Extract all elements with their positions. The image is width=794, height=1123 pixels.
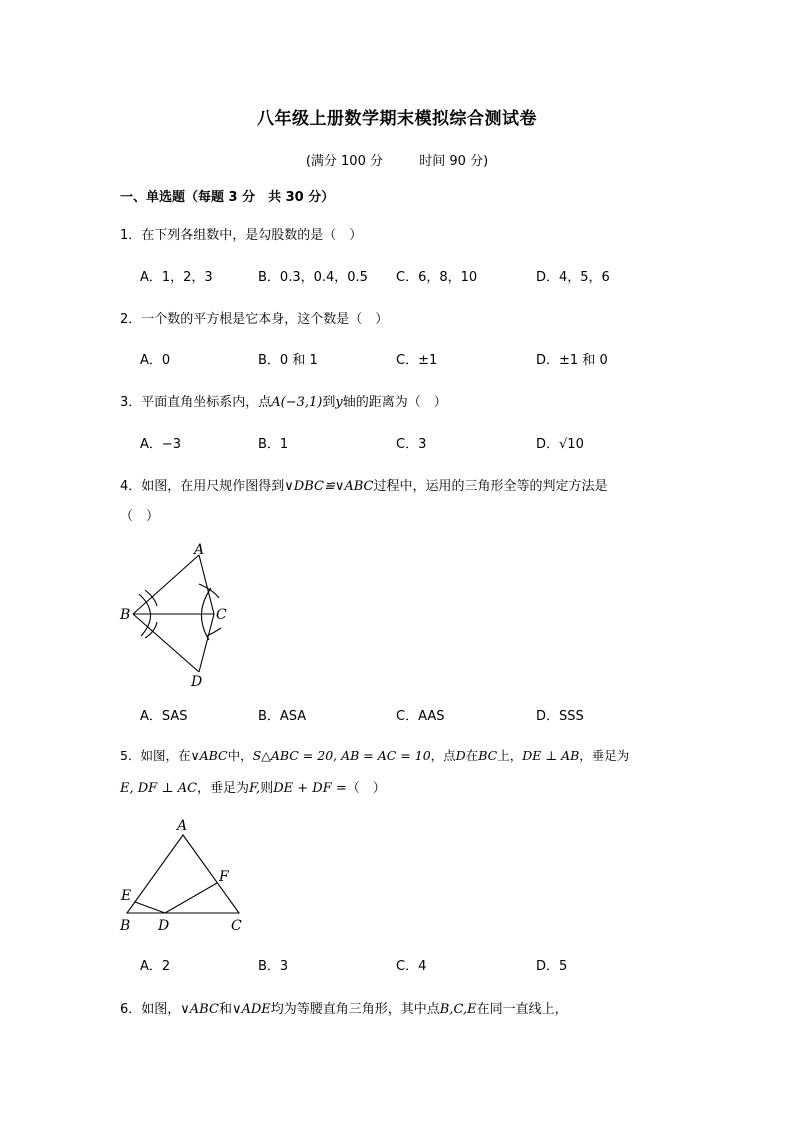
- label-a: A: [194, 542, 205, 558]
- question-4-stem: [120, 475, 608, 494]
- option-b: B．1: [258, 437, 289, 452]
- question-4-paren: （ ）: [120, 509, 160, 524]
- option-d: D．SSS: [536, 709, 584, 724]
- stem-text: 中，: [227, 748, 253, 763]
- point-d: D: [455, 748, 466, 763]
- stem-text: 均为等腰直角三角形，其中点: [270, 1002, 440, 1017]
- segment-de: [135, 902, 165, 913]
- stem-text: 过程中，运用的三角形全等的判定方法是: [373, 479, 608, 494]
- label-b: B: [120, 607, 131, 623]
- segment-bc-text: BC: [478, 748, 498, 763]
- stem-text: 4．如图，在用尺规作图得到: [120, 479, 285, 494]
- area-condition: S△ABC = 20, AB = AC = 10: [252, 748, 431, 763]
- question-6-stem: [120, 998, 568, 1017]
- stem-text: 在: [465, 748, 479, 763]
- option-d: D．√10: [536, 437, 584, 452]
- exam-subtitle: [0, 150, 794, 169]
- stem-text: （ ）: [346, 781, 386, 796]
- label-b: B: [120, 918, 131, 934]
- option-a: A．1，2，3: [140, 270, 213, 285]
- congruence-expr: ∨DBC≌∨ABC: [284, 479, 374, 494]
- option-d: D．4，5，6: [536, 270, 610, 285]
- label-a: A: [177, 818, 188, 834]
- stem-text: 5．如图，在: [120, 748, 191, 763]
- stem-text: ，垂足为: [579, 748, 630, 763]
- stem-text: ，垂足为: [197, 781, 250, 796]
- label-c: C: [231, 918, 242, 934]
- sum-expr: DE + DF =: [273, 781, 347, 796]
- option-c: C．4: [396, 959, 427, 974]
- question-5-stem: [120, 746, 629, 764]
- option-a: A．SAS: [140, 709, 188, 724]
- option-c: C．±1: [396, 353, 438, 368]
- label-d: D: [191, 674, 203, 690]
- perp-df-ac: E, DF ⊥ AC: [120, 781, 198, 796]
- full-score: (满分 100 分: [305, 154, 383, 169]
- triangle-ade: ∨ADE: [231, 1002, 271, 1017]
- page-title: 八年级上册数学期末模拟综合测试卷: [257, 109, 537, 129]
- section-heading: 一、单选题（每题 3 分 共 30 分）: [120, 190, 335, 205]
- option-a: A．−3: [140, 437, 182, 452]
- label-e: E: [121, 888, 132, 904]
- points-bce: B,C,E: [439, 1002, 477, 1017]
- segment-dc: [199, 614, 214, 672]
- option-c: C．6，8，10: [396, 270, 478, 285]
- stem-text: ，点: [430, 748, 456, 763]
- option-d: D．5: [536, 959, 568, 974]
- question-1-options: [140, 266, 700, 286]
- triangle-abc: ∨ABC: [190, 748, 228, 763]
- option-b: B．3: [258, 959, 289, 974]
- option-d: D．±1 和 0: [536, 353, 608, 368]
- label-c: C: [216, 607, 227, 623]
- question-2-stem: 2．一个数的平方根是它本身，这个数是（ ）: [120, 312, 389, 327]
- label-d: D: [158, 918, 170, 934]
- question-5-options: [140, 955, 700, 975]
- option-a: A．2: [140, 959, 171, 974]
- stem-text: 轴的距离为（ ）: [342, 395, 447, 410]
- segment-df: [165, 883, 217, 913]
- segment-ba: [133, 555, 199, 614]
- stem-text: 3．平面直角坐标系内，点: [120, 395, 272, 410]
- question-2-options: [140, 349, 700, 369]
- point-f: F,: [249, 781, 261, 796]
- question-3-options: [140, 433, 700, 453]
- time-limit: 时间 90 分): [419, 154, 489, 169]
- point-a: A(−3,1): [271, 395, 323, 410]
- option-b: B．ASA: [258, 709, 307, 724]
- stem-text: 在同一直线上，: [476, 1002, 568, 1017]
- stem-text: 到: [322, 395, 336, 410]
- stem-text: 6．如图，: [120, 1002, 181, 1017]
- stem-text: 和: [218, 1002, 232, 1017]
- option-b: B．0.3，0.4，0.5: [258, 270, 368, 285]
- option-c: C．AAS: [396, 709, 445, 724]
- question-5-stem-line2: [120, 777, 386, 796]
- perp-de-ab: DE ⊥ AB: [522, 748, 580, 763]
- question-5-figure: [115, 815, 255, 935]
- question-4-figure: [115, 540, 245, 690]
- label-f: F: [219, 869, 229, 885]
- triangle-abc: ∨ABC: [180, 1002, 219, 1017]
- stem-text: 上，: [497, 748, 523, 763]
- axis-symbol: y: [335, 395, 343, 410]
- question-3-stem: [120, 391, 447, 410]
- question-1-stem: 1．在下列各组数中，是勾股数的是（ ）: [120, 228, 363, 243]
- stem-text: 则: [260, 781, 274, 796]
- option-b: B．0 和 1: [258, 353, 318, 368]
- option-a: A．0: [140, 353, 171, 368]
- question-4-options: [140, 705, 700, 725]
- segment-bd: [133, 614, 199, 672]
- option-c: C．3: [396, 437, 427, 452]
